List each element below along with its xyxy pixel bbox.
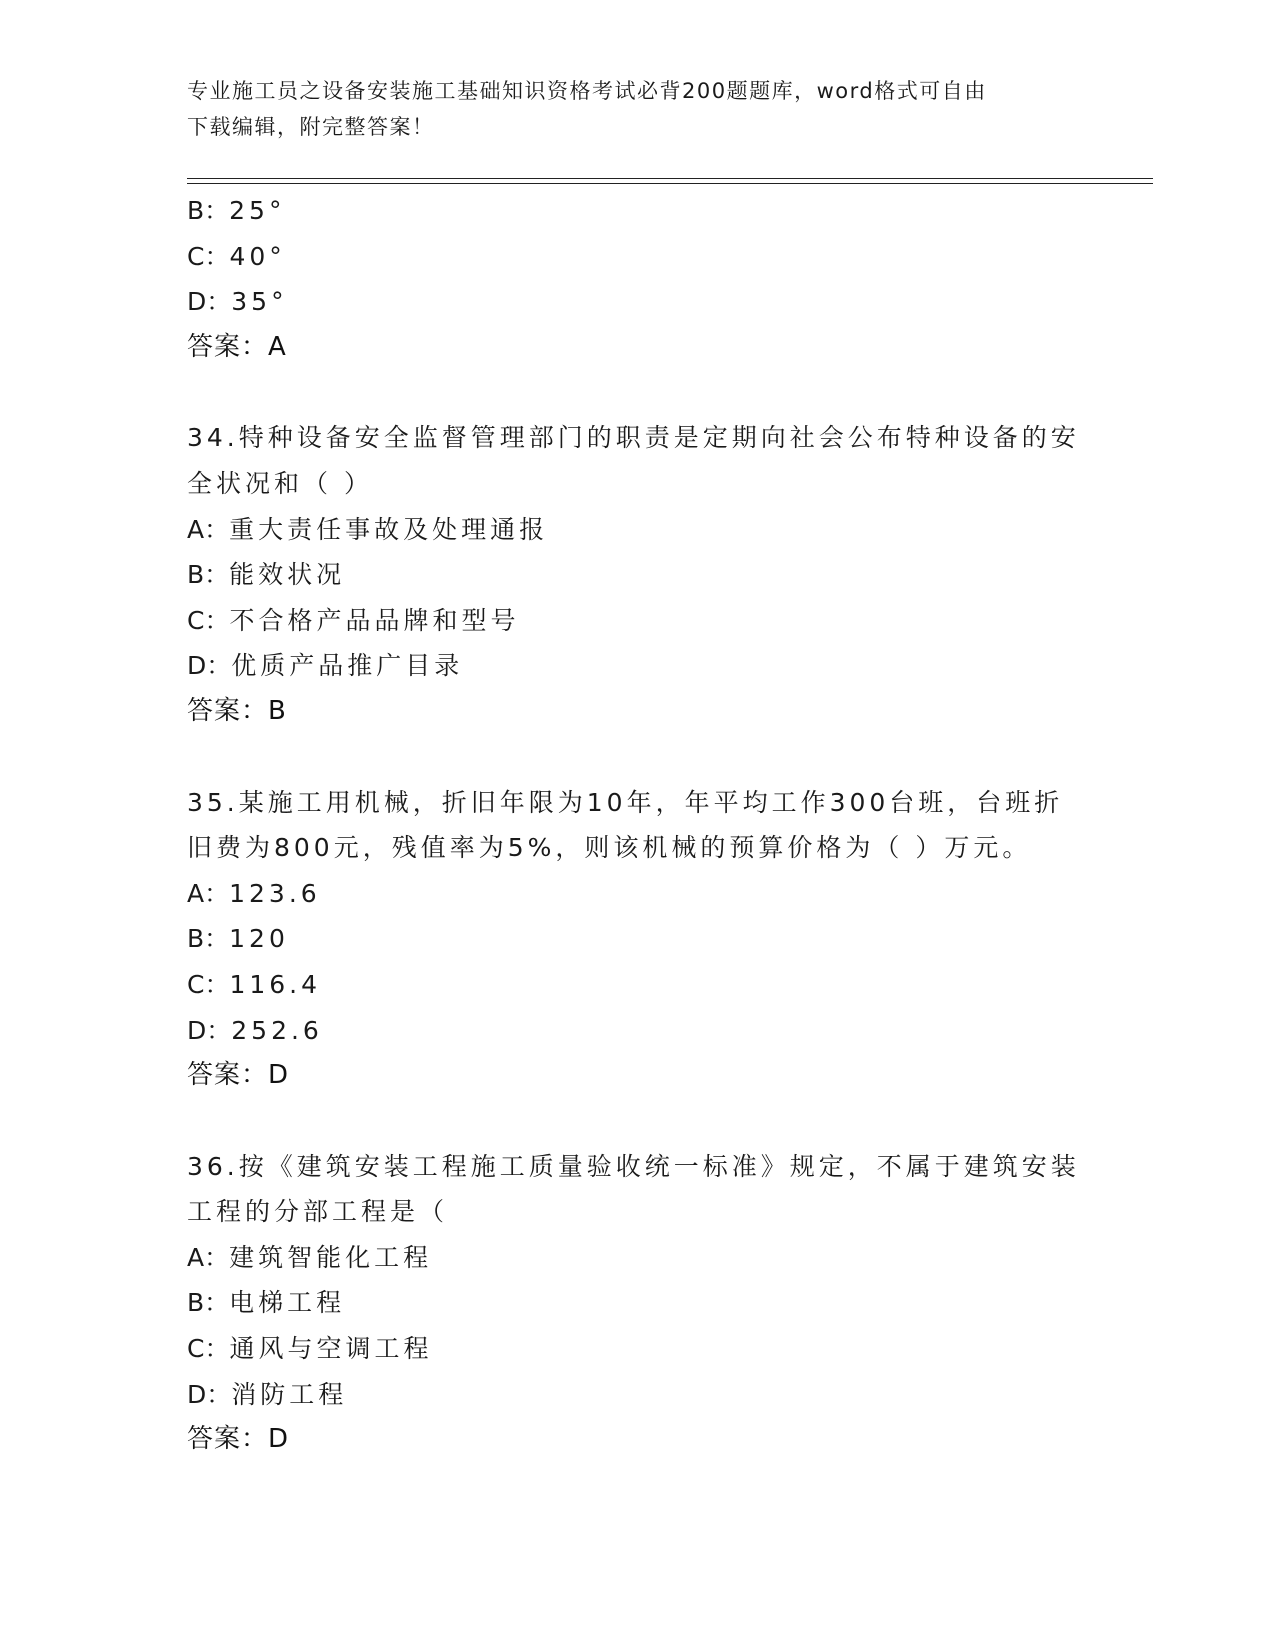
- question-stem: 36.按《建筑安装工程施工质量验收统一标准》规定，不属于建筑安装 工程的分部工程是（: [187, 1151, 1080, 1227]
- option-b: B：25°: [187, 196, 286, 225]
- option-a: A：123.6: [187, 878, 321, 908]
- option-c: C：通风与空调工程: [187, 1334, 433, 1364]
- header-line-2: 下载编辑，附完整答案！: [187, 115, 435, 139]
- question-stem: 35.某施工用机械，折旧年限为10年，年平均工作300台班，台班折 旧费为800元，残值率为5%，则该机械的预算价格为（ ）万元。: [187, 787, 1064, 863]
- option-c: C：不合格产品品牌和型号: [187, 605, 520, 635]
- option-a: A：建筑智能化工程: [187, 1242, 433, 1272]
- partial-question: [187, 188, 1087, 370]
- option-b: B：120: [187, 924, 289, 954]
- question-list: [187, 188, 1087, 1463]
- option-d: D：35°: [187, 287, 288, 317]
- answer-label: 答案：D: [187, 1060, 290, 1091]
- header-line-1: 专业施工员之设备安装施工基础知识资格考试必背200题题库，word格式可自由: [187, 79, 987, 103]
- answer-label: 答案：D: [187, 1424, 290, 1455]
- question-36: [187, 1144, 1087, 1463]
- question-stem: 34.特种设备安全监督管理部门的职责是定期向社会公布特种设备的安 全状况和（ ）: [187, 423, 1080, 498]
- question-34: [187, 415, 1087, 734]
- header-divider: [187, 178, 1153, 184]
- option-d: D：252.6: [187, 1015, 323, 1045]
- option-d: D：消防工程: [187, 1379, 348, 1409]
- answer-label: 答案：A: [187, 331, 287, 362]
- option-a: A：重大责任事故及处理通报: [187, 514, 549, 544]
- option-c: C：116.4: [187, 969, 322, 999]
- answer-label: 答案：B: [187, 695, 287, 726]
- page-header: [187, 73, 1067, 145]
- option-b: B：电梯工程: [187, 1288, 346, 1318]
- option-c: C：40°: [187, 241, 286, 271]
- question-35: [187, 780, 1087, 1099]
- option-b: B：能效状况: [187, 560, 346, 590]
- option-d: D：优质产品推广目录: [187, 651, 464, 681]
